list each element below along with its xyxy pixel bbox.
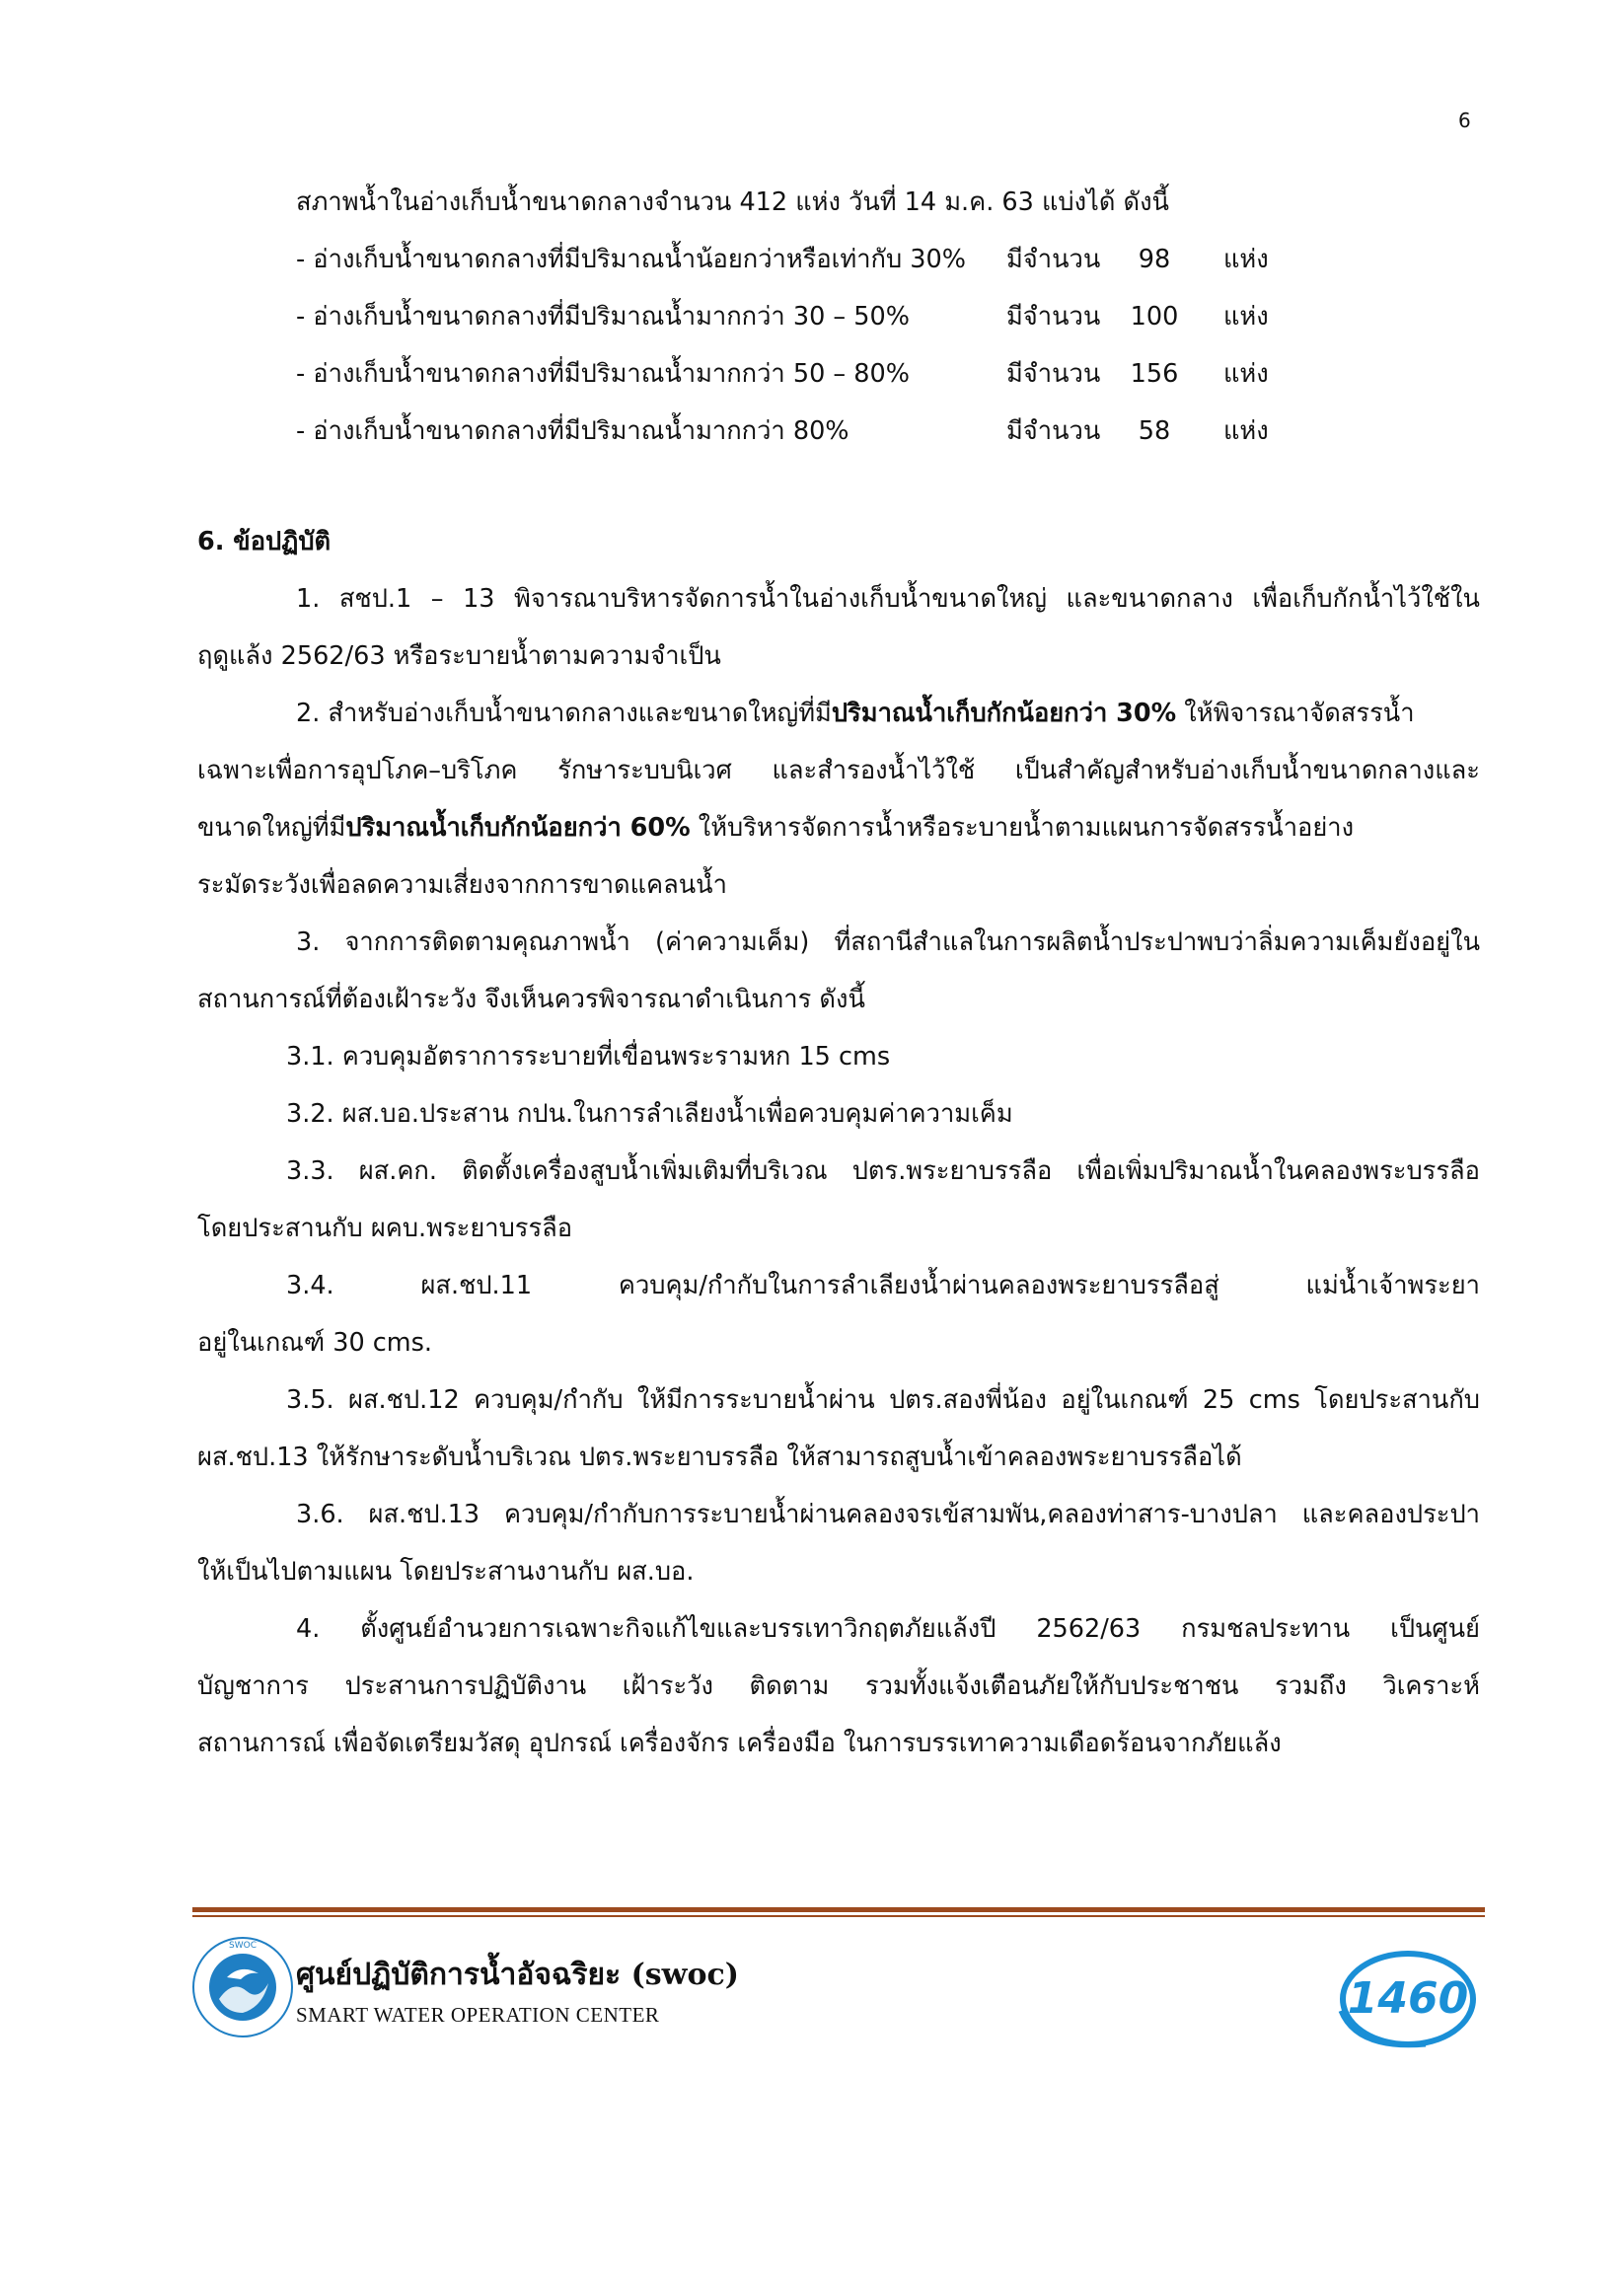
row-unit: แห่ง — [1223, 302, 1269, 332]
row-mee: มีจำนวน — [1006, 416, 1101, 446]
row-unit: แห่ง — [1223, 359, 1269, 389]
paragraph-line: สถานการณ์ เพื่อจัดเตรียมวัสดุ อุปกรณ์ เครื่องจักร เครื่องมือ ในการบรรเทาความเดือดร้อนจากภัยแล้ง — [197, 1729, 1282, 1758]
hotline-number: 1460 — [1347, 1973, 1469, 2024]
paragraph-line: 3. จากการติดตามคุณภาพน้ำ (ค่าความเค็ม) ที่สถานีสำแลในการผลิตน้ำประปาพบว่าลิ่มความเค็มยังอยู่ใน — [296, 927, 1480, 957]
paragraph-line: ให้เป็นไปตามแผน โดยประสานงานกับ ผส.บอ. — [197, 1557, 695, 1587]
summary-row — [296, 403, 1283, 460]
row-mee: มีจำนวน — [1006, 359, 1101, 389]
paragraph-line — [197, 799, 1354, 856]
paragraph-line: ระมัดระวังเพื่อลดความเสี่ยงจากการขาดแคลนน้ำ — [197, 870, 727, 900]
paragraph-line: เฉพาะเพื่อการอุปโภค–บริโภค รักษาระบบนิเวศ และสำรองน้ำไว้ใช้ เป็นสำคัญสำหรับอ่างเก็บน้ำขนาดกลางและ — [197, 756, 1480, 785]
emphasis-text: ปริมาณน้ำเก็บกักน้อยกว่า 60% — [345, 813, 691, 843]
sub-item: 3.2. ผส.บอ.ประสาน กปน.ในการลำเลียงน้ำเพื่อควบคุมค่าความเค็ม — [286, 1099, 1013, 1129]
text-run: ให้พิจารณาจัดสรรน้ำ — [1176, 699, 1415, 728]
row-mee: มีจำนวน — [1006, 245, 1101, 274]
text-run: ให้บริหารจัดการน้ำหรือระบายน้ำตามแผนการจัดสรรน้ำอย่าง — [690, 813, 1355, 843]
hotline-badge-icon — [1317, 1942, 1485, 2058]
paragraph-line: ผส.ชป.13 ให้รักษาระดับน้ำบริเวณ ปตร.พระยาบรรลือ ให้สามารถสูบน้ำเข้าคลองพระยาบรรลือได้ — [197, 1443, 1242, 1472]
paragraph-line: สถานการณ์ที่ต้องเฝ้าระวัง จึงเห็นควรพิจารณาดำเนินการ ดังนี้ — [197, 985, 865, 1014]
paragraph-line: ฤดูแล้ง 2562/63 หรือระบายน้ำตามความจำเป็น — [197, 641, 721, 671]
paragraph-line: โดยประสานกับ ผคบ.พระยาบรรลือ — [197, 1214, 573, 1243]
row-label: - อ่างเก็บน้ำขนาดกลางที่มีปริมาณน้ำมากกว่า 30 – 50% — [296, 302, 910, 332]
summary-row — [296, 345, 1283, 403]
sub-item: 3.5. ผส.ชป.12 ควบคุม/กำกับ ให้มีการระบายน้ำผ่าน ปตร.สองพี่น้อง อยู่ในเกณฑ์ 25 cms โดยประสานกับ — [286, 1385, 1480, 1415]
row-count: 100 — [1130, 302, 1179, 332]
sub-item: 3.1. ควบคุมอัตราการระบายที่เขื่อนพระรามหก 15 cms — [286, 1042, 891, 1072]
row-label: - อ่างเก็บน้ำขนาดกลางที่มีปริมาณน้ำน้อยกว่าหรือเท่ากับ 30% — [296, 245, 966, 274]
row-count: 156 — [1130, 359, 1179, 389]
row-count: 98 — [1138, 245, 1171, 274]
text-run: 2. สำหรับอ่างเก็บน้ำขนาดกลางและขนาดใหญ่ที่มี — [296, 699, 832, 728]
footer-divider-thin — [192, 1915, 1485, 1917]
row-mee: มีจำนวน — [1006, 302, 1101, 332]
sub-item: 3.3. ผส.คก. ติดตั้งเครื่องสูบน้ำเพิ่มเติมที่บริเวณ ปตร.พระยาบรรลือ เพื่อเพิ่มปริมาณน้ำในคลองพระบรรลือ — [286, 1156, 1480, 1186]
paragraph-line — [296, 685, 1415, 742]
row-count: 58 — [1138, 416, 1171, 446]
paragraph-line: 1. สชป.1 – 13 พิจารณาบริหารจัดการน้ำในอ่างเก็บน้ำขนาดใหญ่ และขนาดกลาง เพื่อเก็บกักน้ำไว้ใช้ใน — [296, 584, 1480, 614]
row-unit: แห่ง — [1223, 416, 1269, 446]
footer-divider — [192, 1907, 1485, 1912]
emphasis-text: ปริมาณน้ำเก็บกักน้อยกว่า 30% — [831, 699, 1177, 728]
footer-title: ศูนย์ปฏิบัติการน้ำอัจฉริยะ (swoc) — [296, 1958, 739, 1992]
page-number: 6 — [1458, 109, 1471, 132]
summary-intro: สภาพน้ำในอ่างเก็บน้ำขนาดกลางจำนวน 412 แห่ง วันที่ 14 ม.ค. 63 แบ่งได้ ดังนี้ — [296, 187, 1169, 217]
sub-item: 3.6. ผส.ชป.13 ควบคุม/กำกับการระบายน้ำผ่านคลองจรเข้สามพัน,คลองท่าสาร-บางปลา และคลองประปา — [296, 1500, 1480, 1529]
swoc-logo-icon — [189, 1934, 296, 2040]
sub-item: 3.4. ผส.ชป.11 ควบคุม/กำกับในการลำเลียงน้ำผ่านคลองพระยาบรรลือสู่ แม่น้ำเจ้าพระยา — [286, 1271, 1480, 1300]
paragraph-line: อยู่ในเกณฑ์ 30 cms. — [197, 1328, 433, 1358]
paragraph-line: 4. ตั้งศูนย์อำนวยการเฉพาะกิจแก้ไขและบรรเทาวิกฤตภัยแล้งปี 2562/63 กรมชลประทาน เป็นศูนย์ — [296, 1614, 1480, 1644]
summary-row — [296, 231, 1283, 288]
section-heading: 6. ข้อปฏิบัติ — [197, 527, 332, 556]
footer-subtitle: SMART WATER OPERATION CENTER — [296, 2003, 660, 2027]
row-unit: แห่ง — [1223, 245, 1269, 274]
text-run: ขนาดใหญ่ที่มี — [197, 813, 346, 843]
paragraph-line: บัญชาการ ประสานการปฏิบัติงาน เฝ้าระวัง ติดตาม รวมทั้งแจ้งเตือนภัยให้กับประชาชน รวมถึง วิเคราะห์ — [197, 1671, 1480, 1701]
row-label: - อ่างเก็บน้ำขนาดกลางที่มีปริมาณน้ำมากกว่า 50 – 80% — [296, 359, 910, 389]
logo-text: SWOC — [229, 1941, 257, 1951]
row-label: - อ่างเก็บน้ำขนาดกลางที่มีปริมาณน้ำมากกว่า 80% — [296, 416, 849, 446]
summary-row — [296, 288, 1283, 345]
